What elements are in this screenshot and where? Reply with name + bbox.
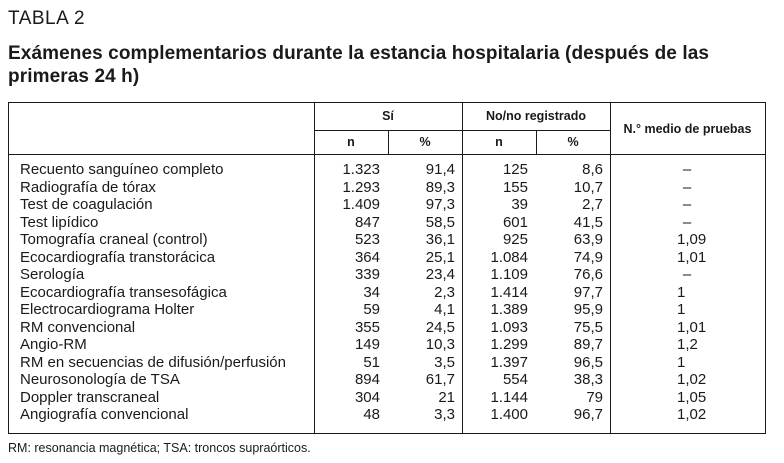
- table-row: [9, 161, 765, 179]
- cell-exam: Electrocardiograma Holter: [20, 301, 195, 318]
- cell-no-pct: 76,6: [573, 266, 603, 283]
- cell-exam: RM en secuencias de difusión/perfusión: [20, 353, 286, 371]
- cell-exam: Angio-RM: [20, 336, 87, 353]
- cell-no-n: 1.397: [490, 353, 528, 371]
- cell-no-n: 39: [511, 196, 528, 213]
- cell-no-n: 554: [502, 371, 528, 388]
- cell-si-n: 364: [354, 248, 380, 266]
- cell-no-n: 1.093: [490, 318, 528, 336]
- header-no-n: n: [495, 135, 503, 149]
- cell-si-pct: 23,4: [425, 266, 455, 283]
- cell-si-n: 34: [363, 283, 380, 301]
- table-row: [9, 179, 765, 197]
- cell-si-pct: 24,5: [425, 318, 455, 336]
- cell-exam: Serología: [20, 266, 85, 283]
- cell-no-pct: 95,9: [573, 301, 603, 318]
- cell-si-pct: 2,3: [434, 283, 455, 301]
- cell-no-n: 1.144: [490, 388, 528, 406]
- header-no-pct: %: [567, 135, 579, 149]
- cell-si-pct: 97,3: [425, 196, 455, 213]
- header-rule-bottom: [9, 154, 765, 155]
- cell-exam: Ecocardiografía transtorácica: [20, 248, 216, 266]
- cell-no-n: 1.109: [490, 266, 528, 283]
- cell-no-n: 1.299: [490, 336, 528, 353]
- cell-si-n: 523: [354, 231, 380, 248]
- cell-medio: –: [682, 161, 692, 178]
- cell-medio: 1,01: [677, 248, 707, 266]
- cell-medio: 1: [677, 301, 686, 318]
- cell-medio: 1,01: [677, 318, 707, 336]
- table-row: [9, 336, 765, 354]
- table-row: [9, 406, 765, 424]
- cell-medio: –: [682, 266, 692, 283]
- cell-si-pct: 36,1: [425, 231, 455, 248]
- cell-exam: Ecocardiografía transesofágica: [20, 283, 227, 301]
- cell-si-pct: 10,3: [425, 336, 455, 353]
- cell-no-n: 601: [502, 213, 528, 231]
- cell-si-n: 847: [354, 213, 380, 231]
- cell-no-pct: 38,3: [573, 371, 603, 388]
- cell-medio: 1,2: [677, 336, 698, 353]
- cell-si-pct: 91,4: [425, 161, 455, 178]
- header-si-pct: %: [419, 135, 431, 149]
- cell-medio: 1,05: [677, 388, 707, 406]
- cell-no-pct: 63,9: [573, 231, 603, 248]
- cell-si-pct: 25,1: [425, 248, 455, 266]
- data-table: [8, 102, 766, 434]
- cell-exam: Test lipídico: [20, 213, 99, 231]
- header-si-n: n: [347, 135, 355, 149]
- cell-medio: –: [682, 178, 692, 196]
- header-no: No/no registrado: [485, 109, 586, 123]
- cell-no-n: 155: [502, 178, 528, 196]
- cell-si-n: 59: [363, 301, 380, 318]
- header-si: Sí: [382, 109, 394, 123]
- cell-si-n: 304: [354, 388, 380, 406]
- cell-si-n: 51: [363, 353, 380, 371]
- table-row: [9, 231, 765, 249]
- cell-exam: Test de coagulación: [20, 196, 153, 213]
- cell-si-pct: 3,3: [434, 406, 455, 423]
- cell-si-pct: 3,5: [434, 353, 455, 371]
- cell-no-pct: 8,6: [582, 161, 603, 178]
- cell-no-pct: 41,5: [573, 213, 603, 231]
- cell-no-pct: 89,7: [573, 336, 603, 353]
- cell-si-n: 1.409: [342, 196, 380, 213]
- cell-exam: Doppler transcraneal: [20, 388, 160, 406]
- cell-medio: 1: [677, 283, 686, 301]
- cell-si-n: 894: [354, 371, 380, 388]
- cell-exam: Recuento sanguíneo completo: [20, 161, 224, 178]
- cell-exam: Radiografía de tórax: [20, 178, 156, 196]
- table-row: [9, 266, 765, 284]
- table-row: [9, 249, 765, 267]
- table-label: TABLA 2: [8, 8, 86, 29]
- cell-si-n: 355: [354, 318, 380, 336]
- table-row: [9, 354, 765, 372]
- cell-medio: –: [682, 196, 692, 213]
- cell-si-pct: 89,3: [425, 178, 455, 196]
- cell-si-pct: 21: [438, 388, 455, 406]
- cell-no-pct: 97,7: [573, 283, 603, 301]
- cell-medio: 1,09: [677, 231, 707, 248]
- cell-medio: 1: [677, 353, 686, 371]
- cell-no-pct: 2,7: [582, 196, 603, 213]
- cell-si-n: 1.323: [342, 161, 380, 178]
- cell-si-n: 48: [363, 406, 380, 423]
- cell-medio: –: [682, 213, 692, 231]
- cell-no-n: 1.400: [490, 406, 528, 423]
- cell-no-pct: 74,9: [573, 248, 603, 266]
- cell-no-n: 925: [502, 231, 528, 248]
- cell-exam: RM convencional: [20, 318, 136, 336]
- table-row: [9, 371, 765, 389]
- cell-si-n: 1.293: [342, 178, 380, 196]
- cell-no-n: 1.084: [490, 248, 528, 266]
- cell-no-pct: 96,7: [573, 406, 603, 423]
- table-row: [9, 389, 765, 407]
- cell-no-pct: 10,7: [573, 178, 603, 196]
- table-row: [9, 319, 765, 337]
- table-row: [9, 196, 765, 214]
- cell-no-pct: 79: [586, 388, 603, 406]
- cell-no-pct: 96,5: [573, 353, 603, 371]
- table-row: [9, 214, 765, 232]
- cell-medio: 1,02: [677, 371, 707, 388]
- cell-exam: Angiografía convencional: [20, 406, 189, 423]
- cell-exam: Neurosonología de TSA: [20, 371, 180, 388]
- cell-no-n: 125: [502, 161, 528, 178]
- table-row: [9, 301, 765, 319]
- table-title: Exámenes complementarios durante la estancia hospitalaria (después de las primeras 24 h): [8, 43, 710, 87]
- footnote: RM: resonancia magnética; TSA: troncos supraórticos.: [8, 441, 311, 455]
- header-n-medio: N.° medio de pruebas: [623, 122, 752, 136]
- cell-si-pct: 61,7: [425, 371, 455, 388]
- cell-si-n: 339: [354, 266, 380, 283]
- table-row: [9, 284, 765, 302]
- cell-si-n: 149: [354, 336, 380, 353]
- cell-medio: 1,02: [677, 406, 707, 423]
- cell-exam: Tomografía craneal (control): [20, 231, 208, 248]
- cell-no-n: 1.389: [490, 301, 528, 318]
- cell-si-pct: 4,1: [434, 301, 455, 318]
- cell-no-n: 1.414: [490, 283, 528, 301]
- cell-si-pct: 58,5: [425, 213, 455, 231]
- cell-no-pct: 75,5: [573, 318, 603, 336]
